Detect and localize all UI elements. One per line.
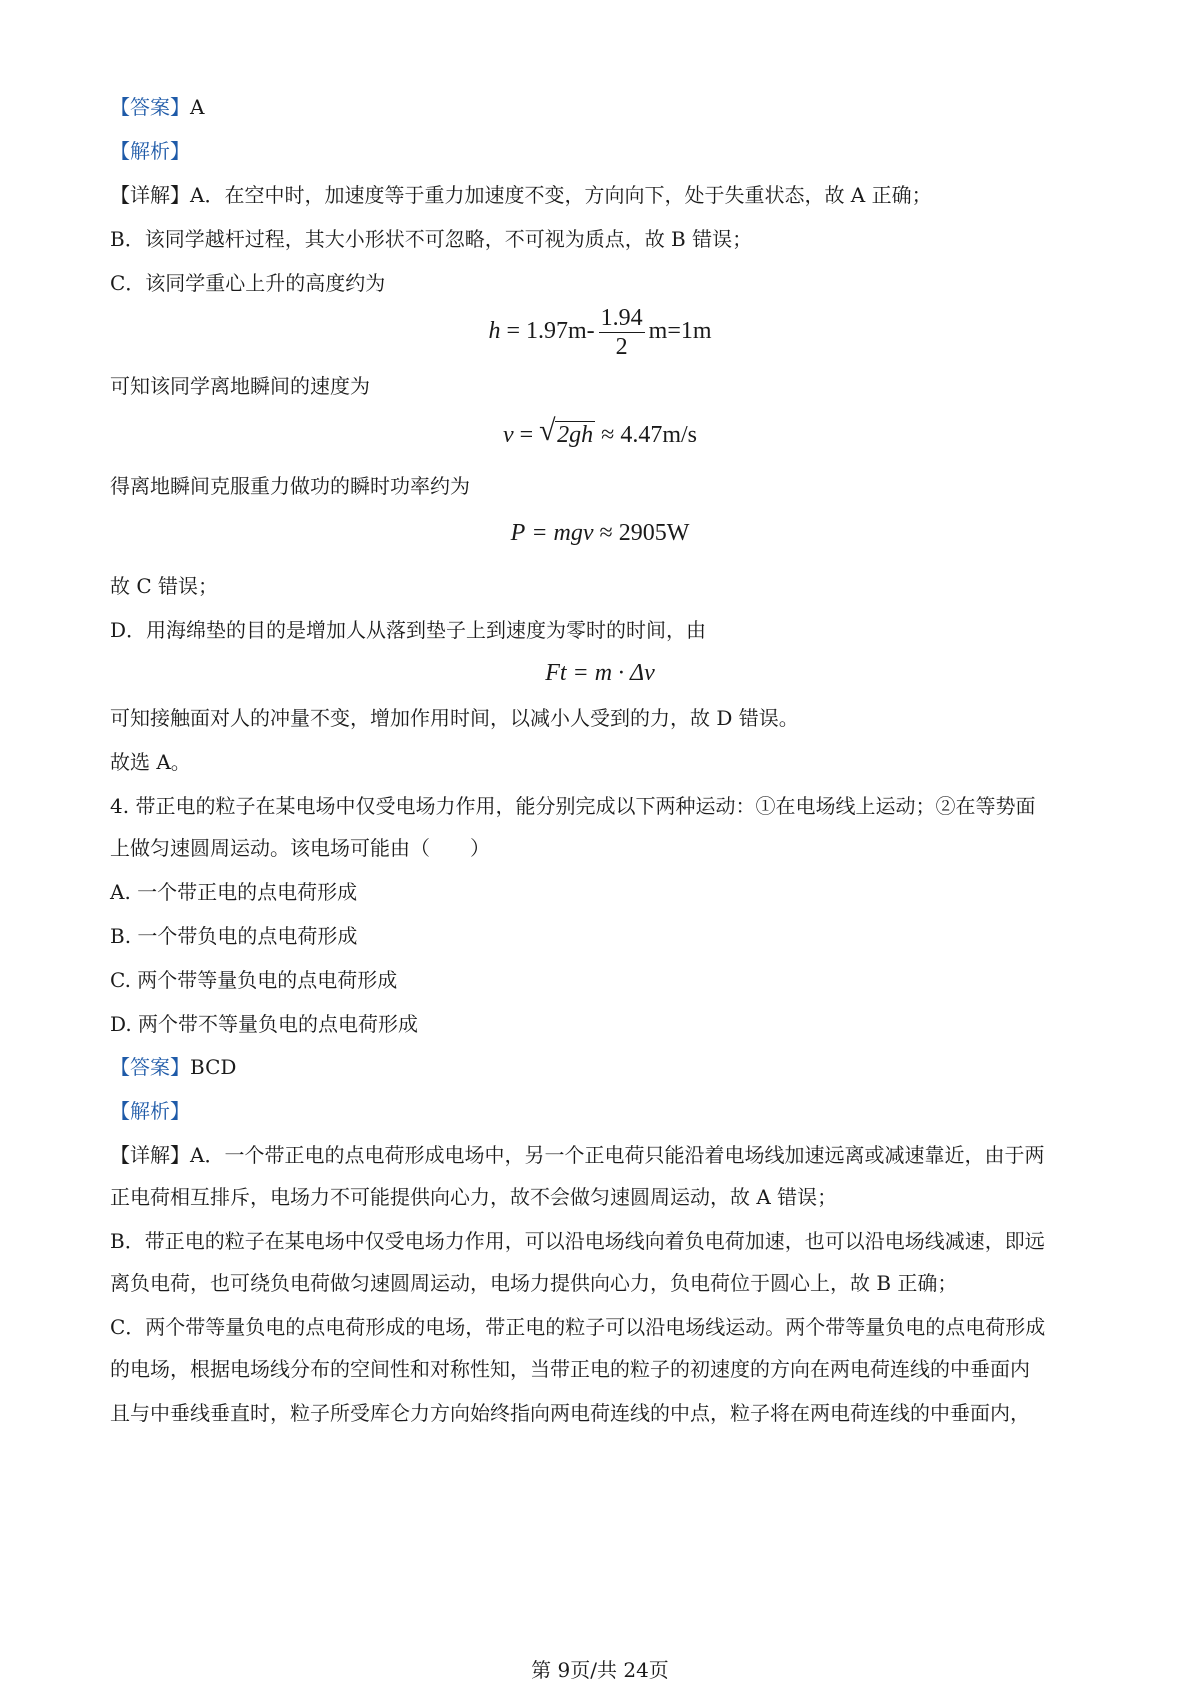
equation-height [0, 304, 1200, 361]
eq-f-rhs: = m · Δv [572, 660, 655, 686]
equation-impulse [0, 658, 1200, 688]
q4-option-d: D. 两个带不等量负电的点电荷形成 [110, 1012, 419, 1036]
eq-p-right: ≈ 2905W [599, 520, 690, 546]
eq-v-radicand: 2gh [557, 422, 594, 448]
eq-h-right: m=1m [648, 318, 712, 345]
detail-line-velocity-intro: 可知该同学离地瞬间的速度为 [110, 374, 370, 398]
eq-f-lhs: Ft [545, 660, 567, 686]
eq-v-eq: = [519, 422, 534, 448]
q4-answer-tag: 【答案】 [110, 1055, 190, 1079]
detail-line-d-conclusion: 可知接触面对人的冲量不变，增加作用时间，以减小人受到的力，故 D 错误。 [110, 706, 799, 730]
eq-h-fraction [599, 304, 645, 361]
q4-answer-value: BCD [190, 1055, 237, 1079]
answer-value: A [190, 95, 205, 119]
q4-detail-line-5: C．两个带等量负电的点电荷形成的电场，带正电的粒子可以沿电场线运动。两个带等量负电的点电荷形成 [110, 1315, 1046, 1339]
q4-option-b: B. 一个带负电的点电荷形成 [110, 924, 358, 948]
equation-power [0, 518, 1200, 548]
sqrt-symbol: √ 2gh [539, 414, 594, 448]
detail-line-power-intro: 得离地瞬间克服重力做功的瞬时功率约为 [110, 474, 470, 498]
detail-tag: 【详解】 [110, 183, 190, 207]
detail-text-a: A．在空中时，加速度等于重力加速度不变，方向向下，处于失重状态，故 A 正确； [190, 183, 932, 207]
q4-option-a: A. 一个带正电的点电荷形成 [110, 880, 358, 904]
analysis-tag: 【解析】 [110, 139, 190, 163]
equation-velocity [0, 414, 1200, 450]
answer-tag: 【答案】 [110, 95, 190, 119]
q4-detail-line-6: 的电场，根据电场线分布的空间性和对称性知，当带正电的粒子的初速度的方向在两电荷连线的中垂面内 [110, 1357, 1030, 1381]
eq-v-var: v [502, 422, 514, 448]
eq-h-var: h [488, 318, 501, 345]
detail-line-b: B．该同学越杆过程，其大小形状不可忽略，不可视为质点，故 B 错误； [110, 227, 753, 251]
q4-analysis-tag: 【解析】 [110, 1099, 190, 1123]
q4-detail-line-2: 正电荷相互排斥，电场力不可能提供向心力，故不会做匀速圆周运动，故 A 错误； [110, 1185, 838, 1209]
eq-h-numerator: 1.94 [600, 305, 643, 331]
detail-line-c-wrong: 故 C 错误； [110, 574, 219, 598]
page-footer: 第 9页/共 24页 [531, 1658, 669, 1682]
q4-detail-line-4: 离负电荷，也可绕负电荷做匀速圆周运动，电场力提供向心力，负电荷位于圆心上，故 B 正确； [110, 1271, 958, 1295]
eq-v-right: ≈ 4.47m/s [601, 422, 698, 448]
q4-detail-line-1 [110, 1141, 1100, 1169]
q4-stem-line2: 上做匀速圆周运动。该电场可能由（ ） [110, 836, 490, 860]
eq-p-var: P [510, 520, 526, 546]
eq-h-denominator: 2 [615, 334, 628, 360]
q4-answer-line [110, 1053, 1100, 1081]
q4-analysis-heading [110, 1097, 1100, 1125]
q4-option-c: C. 两个带等量负电的点电荷形成 [110, 968, 398, 992]
q4-detail-text-1: A．一个带正电的点电荷形成电场中，另一个正电荷只能沿着电场线加速远离或减速靠近，由于两 [190, 1143, 1045, 1167]
q4-detail-tag: 【详解】 [110, 1143, 190, 1167]
answer-line [110, 93, 1100, 121]
q4-detail-line-3: B．带正电的粒子在某电场中仅受电场力作用，可以沿电场线向着负电荷加速，也可以沿电场线减速，即远 [110, 1229, 1045, 1253]
analysis-heading [110, 137, 1100, 165]
detail-line-choose: 故选 A。 [110, 750, 191, 774]
detail-line-c: C．该同学重心上升的高度约为 [110, 271, 386, 295]
eq-p-mid: = mgv [531, 520, 594, 546]
detail-line-d: D．用海绵垫的目的是增加人从落到垫子上到速度为零时的时间，由 [110, 618, 707, 642]
detail-line-a [110, 181, 1100, 209]
q4-detail-line-7: 且与中垂线垂直时，粒子所受库仑力方向始终指向两电荷连线的中点，粒子将在两电荷连线的中垂面内， [110, 1401, 1030, 1425]
eq-h-left: = 1.97m- [506, 318, 595, 345]
q4-stem-line1: 4. 带正电的粒子在某电场中仅受电场力作用，能分别完成以下两种运动：①在电场线上运动；②在等势面 [110, 794, 1036, 818]
